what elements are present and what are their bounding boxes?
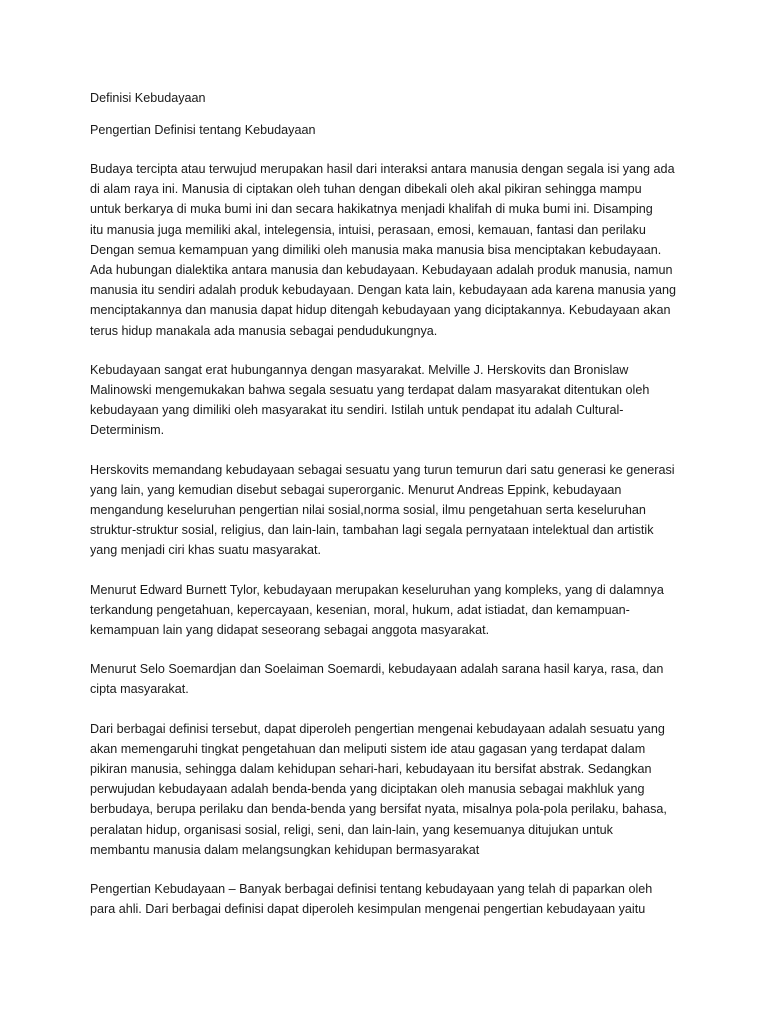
paragraph-line: Dari berbagai definisi tersebut, dapat diperoleh pengertian mengenai kebudayaan adalah sesuatu yang	[90, 721, 665, 736]
paragraph-line: Menurut Selo Soemardjan dan Soelaiman Soemardi, kebudayaan adalah sarana hasil karya, rasa, dan	[90, 662, 664, 677]
paragraph-line: berbudaya, berupa perilaku dan benda-benda yang bersifat nyata, misalnya pola-pola perilaku, bahasa,	[90, 802, 667, 817]
paragraph-line: perwujudan kebudayaan adalah benda-benda yang diciptakan oleh manusia sebagai makhluk yang	[90, 782, 645, 797]
body-paragraph	[90, 159, 708, 341]
body-paragraph	[90, 719, 708, 860]
paragraph-line: Pengertian Kebudayaan – Banyak berbagai definisi tentang kebudayaan yang telah di paparkan oleh	[90, 882, 653, 897]
document-body	[90, 159, 708, 920]
paragraph-line: di alam raya ini. Manusia di ciptakan oleh tuhan dengan dibekali oleh akal pikiran sehingga mampu	[90, 182, 642, 197]
paragraph-line: Ada hubungan dialektika antara manusia dan kebudayaan. Kebudayaan adalah produk manusia, namun	[90, 263, 673, 278]
paragraph-line: untuk berkarya di muka bumi ini dan secara hakikatnya menjadi khalifah di muka bumi ini. Disamping	[90, 202, 653, 217]
paragraph-line: pikiran manusia, sehingga dalam kehidupan sehari-hari, kebudayaan itu bersifat abstrak. Sedangkan	[90, 762, 652, 777]
paragraph-line: para ahli. Dari berbagai definisi dapat diperoleh kesimpulan mengenai pengertian kebudayaan yaitu	[90, 902, 646, 917]
paragraph-line: manusia itu sendiri adalah produk kebudayaan. Dengan kata lain, kebudayaan ada karena manusia yang	[90, 283, 677, 298]
paragraph-line: kemampuan lain yang didapat seseorang sebagai anggota masyarakat.	[90, 623, 490, 638]
body-paragraph	[90, 879, 708, 919]
paragraph-line: yang lain, yang kemudian disebut sebagai superorganic. Menurut Andreas Eppink, kebudayaan	[90, 482, 622, 497]
document-title: Definisi Kebudayaan	[90, 91, 206, 105]
body-paragraph	[90, 360, 708, 441]
paragraph-line: terkandung pengetahuan, kepercayaan, kesenian, moral, hukum, adat istiadat, dan kemampuan-	[90, 602, 630, 617]
paragraph-line: Dengan semua kemampuan yang dimiliki oleh manusia maka manusia bisa menciptakan kebudayaan.	[90, 242, 662, 257]
paragraph-line: Kebudayaan sangat erat hubungannya dengan masyarakat. Melville J. Herskovits dan Bronislaw	[90, 362, 629, 377]
paragraph-line: itu manusia juga memiliki akal, intelegensia, intuisi, perasaan, emosi, kemauan, fantasi dan perilaku	[90, 222, 646, 237]
paragraph-line: membantu manusia dalam melangsungkan kehidupan bermasyarakat	[90, 842, 480, 857]
body-paragraph	[90, 460, 708, 561]
paragraph-line: terus hidup manakala ada manusia sebagai pendudukungnya.	[90, 323, 438, 338]
paragraph-line: Budaya tercipta atau terwujud merupakan hasil dari interaksi antara manusia dengan segala isi yang ada	[90, 162, 675, 176]
paragraph-line: struktur-struktur sosial, religius, dan lain-lain, tambahan lagi segala pernyataan intelektual dan artistik	[90, 523, 654, 538]
paragraph-line: Herskovits memandang kebudayaan sebagai sesuatu yang turun temurun dari satu generasi ke generasi	[90, 462, 675, 477]
paragraph-line: peralatan hidup, organisasi sosial, religi, seni, dan lain-lain, yang kesemuanya ditujukan untuk	[90, 822, 613, 837]
paragraph-line: cipta masyarakat.	[90, 682, 189, 697]
paragraph-line: akan memengaruhi tingkat pengetahuan dan meliputi sistem ide atau gagasan yang terdapat dalam	[90, 741, 646, 756]
paragraph-line: yang menjadi ciri khas suatu masyarakat.	[90, 543, 321, 558]
paragraph-line: mengandung keseluruhan pengertian nilai sosial,norma sosial, ilmu pengetahuan serta keseluruhan	[90, 503, 646, 518]
paragraph-line: Menurut Edward Burnett Tylor, kebudayaan merupakan keseluruhan yang kompleks, yang di dalamnya	[90, 582, 664, 597]
body-paragraph	[90, 580, 708, 641]
document-subtitle: Pengertian Definisi tentang Kebudayaan	[90, 123, 316, 137]
paragraph-line: Determinism.	[90, 423, 165, 438]
paragraph-line: Malinowski mengemukakan bahwa segala sesuatu yang terdapat dalam masyarakat ditentukan oleh	[90, 383, 650, 398]
body-paragraph	[90, 659, 708, 699]
paragraph-line: menciptakannya dan manusia dapat hidup ditengah kebudayaan yang diciptakannya. Kebudayaan akan	[90, 303, 671, 318]
paragraph-line: kebudayaan yang dimiliki oleh masyarakat itu sendiri. Istilah untuk pendapat itu adalah Cultural-	[90, 403, 624, 418]
